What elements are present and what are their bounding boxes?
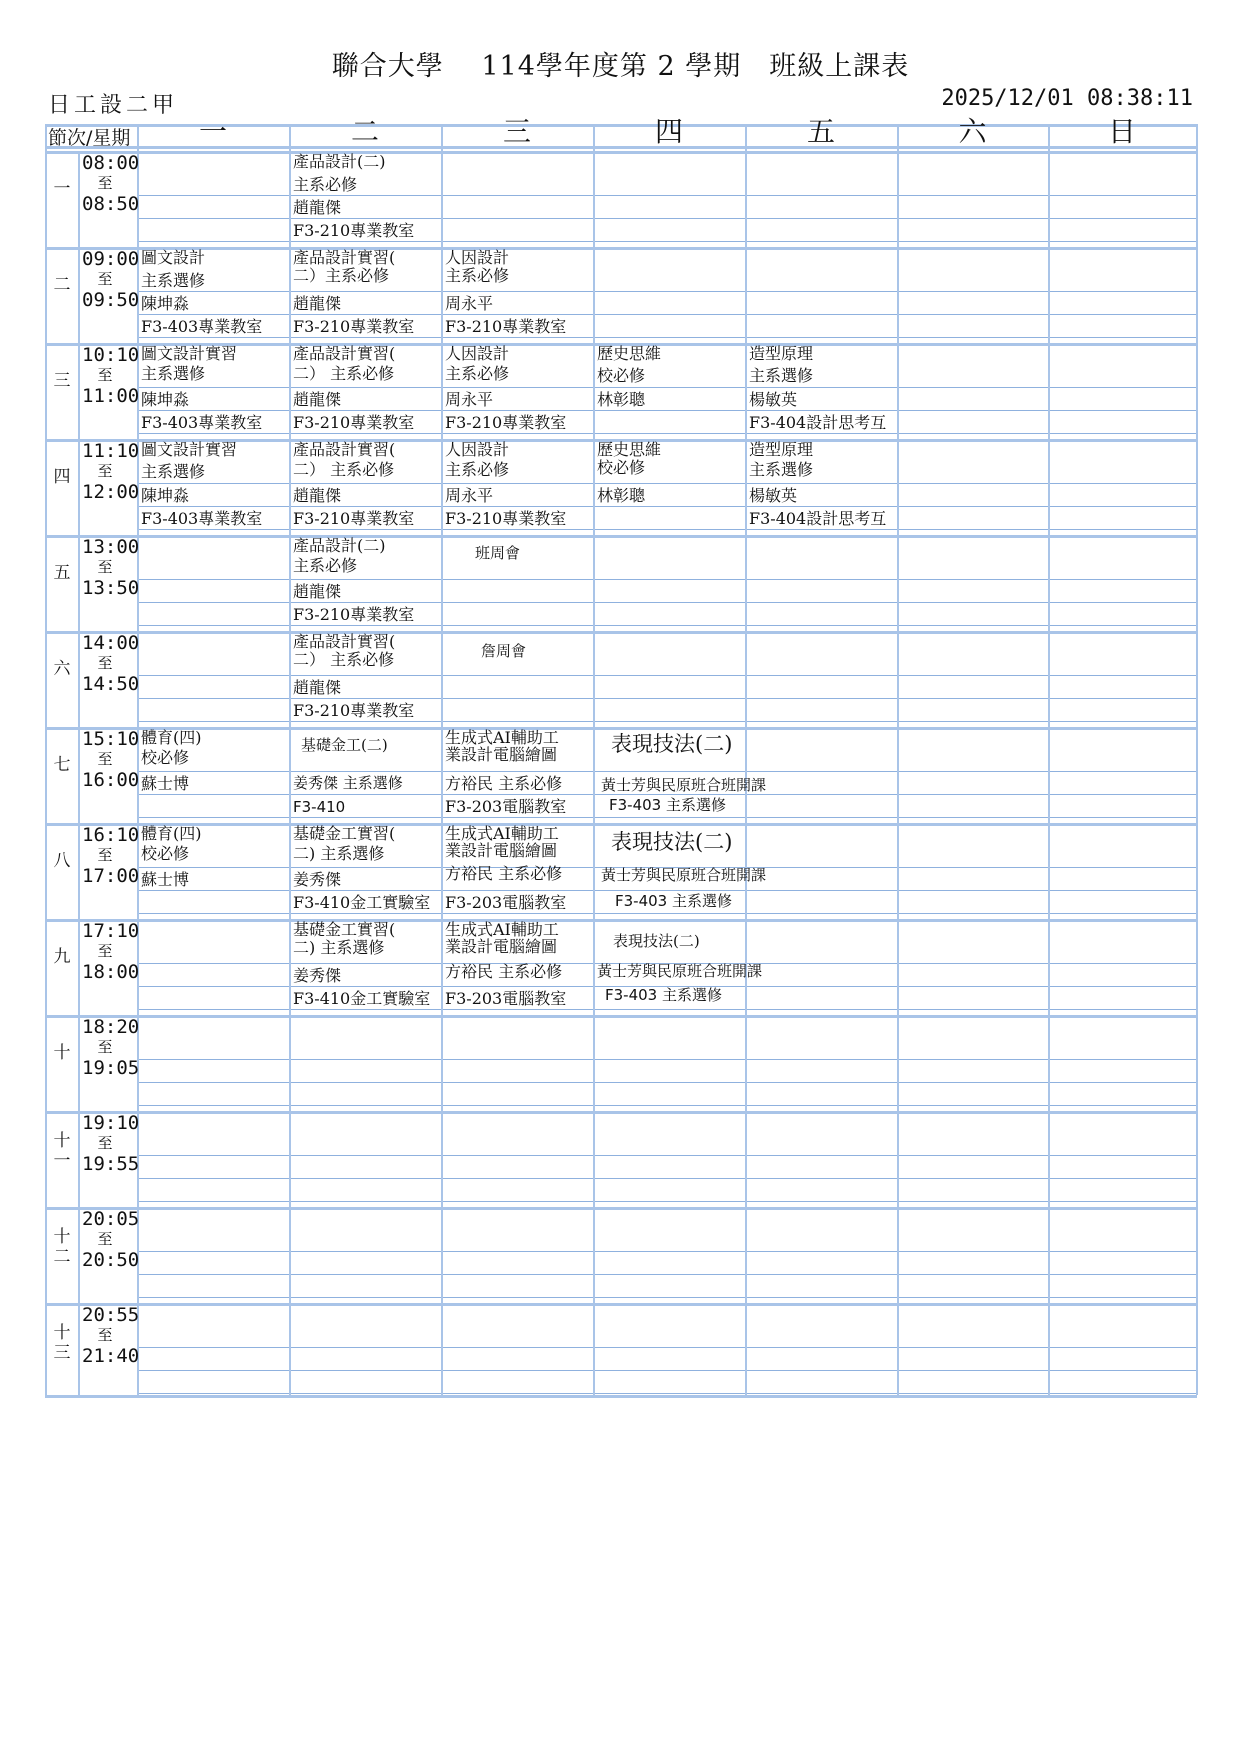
sub-row-line — [137, 314, 1197, 315]
course-cell-line: 主系必修 — [293, 175, 358, 194]
course-cell-line: 業設計電腦繪圖 — [445, 937, 558, 956]
sub-row-line — [137, 602, 1197, 603]
sub-row-line — [137, 483, 1197, 484]
period-name: 一 — [53, 1151, 71, 1171]
column-line — [897, 124, 899, 1395]
course-cell-line: F3-210專業教室 — [293, 605, 415, 624]
course-cell-line: F3-203電腦教室 — [445, 797, 567, 816]
period-start-time: 10:10 — [82, 344, 140, 366]
period-start-time: 18:20 — [82, 1016, 140, 1038]
period-start-time: 20:05 — [82, 1208, 140, 1230]
course-cell-line: F3-403專業教室 — [141, 509, 263, 528]
day-header-2: 二 — [350, 115, 379, 148]
course-cell-line: F3-210專業教室 — [293, 413, 415, 432]
period-end-time: 14:50 — [82, 673, 140, 695]
course-cell-line: 表現技法(二) — [611, 732, 733, 756]
period-start-time: 11:10 — [82, 440, 140, 462]
period-time-separator: 至 — [97, 942, 113, 960]
course-cell-line: F3-210專業教室 — [293, 221, 415, 240]
sub-row-line — [137, 698, 1197, 699]
period-start-time: 17:10 — [82, 920, 140, 942]
period-name: 十 — [53, 1131, 71, 1151]
course-cell-line: 詹周會 — [481, 642, 527, 660]
course-cell-line: 趙龍傑 — [293, 678, 342, 697]
sub-row-line — [137, 1059, 1197, 1060]
timetable-grid — [45, 115, 1197, 1406]
period-name: 四 — [53, 467, 71, 487]
period-time-separator: 至 — [97, 366, 113, 384]
period-top-line — [45, 535, 1197, 538]
course-cell-line: 產品設計(二) — [293, 536, 386, 555]
sub-row-line — [137, 1297, 1197, 1298]
course-cell-line: 基礎金工實習( — [293, 824, 396, 843]
course-cell-line: F3-210專業教室 — [445, 509, 567, 528]
period-name: 十 — [53, 1323, 71, 1343]
period-top-line — [45, 1111, 1197, 1114]
sub-row-line — [137, 433, 1197, 434]
period-start-time: 13:00 — [82, 536, 140, 558]
course-cell-line: 二) 主系選修 — [293, 844, 385, 863]
period-time-separator: 至 — [97, 1326, 113, 1344]
period-end-time: 21:40 — [82, 1345, 140, 1367]
course-cell-line: F3-210專業教室 — [293, 317, 415, 336]
period-top-line — [45, 823, 1197, 826]
course-cell-line: 主系必修 — [445, 266, 510, 285]
sub-row-line — [137, 218, 1197, 219]
course-cell-line: 人因設計 — [445, 440, 510, 459]
course-cell-line: 圖文設計 — [141, 248, 206, 267]
course-cell-line: F3-403專業教室 — [141, 317, 263, 336]
day-header-1: 一 — [198, 115, 227, 148]
course-cell-line: 人因設計 — [445, 248, 510, 267]
period-time-separator: 至 — [97, 270, 113, 288]
course-cell-line: 周永平 — [445, 486, 494, 505]
course-cell-line: 造型原理 — [749, 440, 814, 459]
course-cell-line: 楊敏英 — [749, 390, 798, 409]
course-cell-line: 二） 主系必修 — [293, 650, 395, 669]
sub-row-line — [137, 579, 1197, 580]
course-cell-line: 姜秀傑 — [293, 870, 342, 889]
period-time-separator: 至 — [97, 1038, 113, 1056]
sub-row-line — [137, 241, 1197, 242]
course-cell-line: 方裕民 主系必修 — [445, 962, 563, 981]
course-cell-line: 歷史思維 — [597, 440, 662, 459]
course-cell-line: 產品設計實習( — [293, 440, 396, 459]
course-cell-line: 林彰聰 — [597, 390, 646, 409]
period-time-separator: 至 — [97, 654, 113, 672]
period-time-separator: 至 — [97, 558, 113, 576]
day-header-3: 三 — [502, 115, 531, 148]
course-cell-line: 陳坤淼 — [141, 390, 190, 409]
course-cell-line: 主系選修 — [749, 366, 814, 385]
course-cell-line: 姜秀傑 主系選修 — [293, 774, 403, 792]
course-cell-line: 趙龍傑 — [293, 390, 342, 409]
day-header-4: 四 — [654, 115, 683, 148]
course-cell-line: 黃士芳與民原班合班開課 — [597, 962, 763, 980]
course-cell-line: 陳坤淼 — [141, 294, 190, 313]
sub-row-line — [137, 721, 1197, 722]
grid-border-bottom — [45, 1395, 1197, 1398]
period-name: 七 — [53, 755, 71, 775]
period-end-time: 20:50 — [82, 1249, 140, 1271]
sub-row-line — [137, 1178, 1197, 1179]
course-cell-line: F3-410金工實驗室 — [293, 989, 431, 1008]
course-cell-line: F3-410 — [293, 798, 346, 816]
course-cell-line: 班周會 — [475, 544, 521, 562]
period-top-line — [45, 1303, 1197, 1306]
course-cell-line: 產品設計實習( — [293, 344, 396, 363]
course-cell-line: 產品設計(二) — [293, 152, 386, 171]
course-cell-line: 校必修 — [597, 458, 646, 477]
course-cell-line: F3-410金工實驗室 — [293, 893, 431, 912]
day-header-7: 日 — [1107, 115, 1136, 148]
course-cell-line: 業設計電腦繪圖 — [445, 841, 558, 860]
period-name: 六 — [53, 659, 71, 679]
course-cell-line: 楊敏英 — [749, 486, 798, 505]
period-top-line — [45, 727, 1197, 730]
course-cell-line: F3-203電腦教室 — [445, 893, 567, 912]
sub-row-line — [137, 195, 1197, 196]
course-cell-line: 主系選修 — [141, 271, 206, 290]
sub-row-line — [137, 675, 1197, 676]
course-cell-line: 蘇士博 — [141, 870, 190, 889]
column-line — [593, 124, 595, 1395]
course-cell-line: 黃士芳與民原班合班開課 — [601, 866, 767, 884]
period-time-separator: 至 — [97, 462, 113, 480]
course-cell-line: F3-210專業教室 — [445, 413, 567, 432]
period-end-time: 12:00 — [82, 481, 140, 503]
course-cell-line: 體育(四) — [141, 824, 202, 843]
course-cell-line: 主系必修 — [293, 556, 358, 575]
course-cell-line: F3-403 主系選修 — [615, 892, 732, 910]
sub-row-line — [137, 890, 1197, 891]
course-cell-line: F3-403 主系選修 — [605, 986, 722, 1004]
period-start-time: 09:00 — [82, 248, 140, 270]
course-cell-line: 校必修 — [141, 844, 190, 863]
course-cell-line: 校必修 — [141, 748, 190, 767]
course-cell-line: F3-203電腦教室 — [445, 989, 567, 1008]
course-cell-line: 校必修 — [597, 366, 646, 385]
course-cell-line: 二） 主系必修 — [293, 364, 395, 383]
period-name: 十 — [53, 1043, 71, 1063]
period-name: 三 — [53, 371, 71, 391]
sub-row-line — [137, 817, 1197, 818]
sub-row-line — [137, 337, 1197, 338]
course-cell-line: 生成式AI輔助工 — [445, 920, 559, 939]
course-cell-line: 產品設計實習( — [293, 248, 396, 267]
course-cell-line: 姜秀傑 — [293, 966, 342, 985]
column-line — [745, 124, 747, 1395]
period-end-time: 18:00 — [82, 961, 140, 983]
period-end-time: 11:00 — [82, 385, 140, 407]
period-end-time: 13:50 — [82, 577, 140, 599]
course-cell-line: 陳坤淼 — [141, 486, 190, 505]
course-cell-line: 業設計電腦繪圖 — [445, 745, 558, 764]
sub-row-line — [137, 1251, 1197, 1252]
course-cell-line: 周永平 — [445, 294, 494, 313]
sub-row-line — [137, 1105, 1197, 1106]
period-top-line — [45, 151, 1197, 154]
period-end-time: 19:55 — [82, 1153, 140, 1175]
period-time-separator: 至 — [97, 1134, 113, 1152]
course-cell-line: F3-210專業教室 — [293, 701, 415, 720]
column-line — [137, 124, 139, 1395]
course-cell-line: 趙龍傑 — [293, 486, 342, 505]
course-cell-line: 生成式AI輔助工 — [445, 824, 559, 843]
course-cell-line: 趙龍傑 — [293, 198, 342, 217]
sub-row-line — [137, 1370, 1197, 1371]
course-cell-line: 主系選修 — [749, 460, 814, 479]
period-top-line — [45, 919, 1197, 922]
class-name: 日工設二甲 — [48, 93, 179, 118]
period-end-time: 19:05 — [82, 1057, 140, 1079]
sub-row-line — [137, 410, 1197, 411]
column-line — [45, 124, 47, 1395]
period-start-time: 20:55 — [82, 1304, 140, 1326]
course-cell-line: 圖文設計實習 — [141, 440, 238, 459]
period-end-time: 17:00 — [82, 865, 140, 887]
day-header-6: 六 — [958, 115, 987, 148]
period-start-time: 08:00 — [82, 152, 140, 174]
period-end-time: 16:00 — [82, 769, 140, 791]
period-time-separator: 至 — [97, 750, 113, 768]
course-cell-line: 方裕民 主系必修 — [445, 774, 563, 793]
course-cell-line: 主系必修 — [445, 460, 510, 479]
column-line — [441, 124, 443, 1395]
column-line — [1048, 124, 1050, 1395]
sub-row-line — [137, 529, 1197, 530]
sub-row-line — [137, 1393, 1197, 1394]
course-cell-line: F3-404設計思考互 — [749, 413, 887, 432]
course-cell-line: 林彰聰 — [597, 486, 646, 505]
column-line — [289, 124, 291, 1395]
course-cell-line: 表現技法(二) — [611, 830, 733, 854]
course-cell-line: 方裕民 主系必修 — [445, 864, 563, 883]
sub-row-line — [137, 291, 1197, 292]
sub-row-line — [137, 1347, 1197, 1348]
course-cell-line: 主系必修 — [445, 364, 510, 383]
course-cell-line: 主系選修 — [141, 462, 206, 481]
sub-row-line — [137, 1155, 1197, 1156]
period-start-time: 14:00 — [82, 632, 140, 654]
sub-row-line — [137, 506, 1197, 507]
sub-row-line — [137, 1009, 1197, 1010]
column-line — [1196, 124, 1198, 1395]
print-timestamp: 2025/12/01 08:38:11 — [941, 86, 1193, 111]
course-cell-line: F3-210專業教室 — [293, 509, 415, 528]
page-title: 聯合大學 114學年度第 2 學期 班級上課表 — [331, 51, 910, 82]
period-end-time: 09:50 — [82, 289, 140, 311]
course-cell-line: 圖文設計實習 — [141, 344, 238, 363]
period-name: 八 — [53, 851, 71, 871]
period-time-separator: 至 — [97, 1230, 113, 1248]
sub-row-line — [137, 1082, 1197, 1083]
period-name: 一 — [53, 179, 71, 199]
course-cell-line: 歷史思維 — [597, 344, 662, 363]
course-cell-line: 主系選修 — [141, 364, 206, 383]
course-cell-line: 二）主系必修 — [293, 266, 390, 285]
course-cell-line: 人因設計 — [445, 344, 510, 363]
period-name: 九 — [53, 947, 71, 967]
period-start-time: 16:10 — [82, 824, 140, 846]
period-name: 二 — [53, 275, 71, 295]
period-name: 二 — [53, 1247, 71, 1267]
course-cell-line: F3-404設計思考互 — [749, 509, 887, 528]
course-cell-line: F3-210專業教室 — [445, 317, 567, 336]
period-top-line — [45, 1207, 1197, 1210]
period-start-time: 15:10 — [82, 728, 140, 750]
course-cell-line: 二) 主系選修 — [293, 938, 385, 957]
course-cell-line: 生成式AI輔助工 — [445, 728, 559, 747]
course-cell-line: 趙龍傑 — [293, 294, 342, 313]
course-cell-line: 體育(四) — [141, 728, 202, 747]
sub-row-line — [137, 625, 1197, 626]
period-start-time: 19:10 — [82, 1112, 140, 1134]
course-cell-line: 趙龍傑 — [293, 582, 342, 601]
course-cell-line: 造型原理 — [749, 344, 814, 363]
course-cell-line: 黃士芳與民原班合班開課 — [601, 776, 767, 794]
column-line — [78, 151, 80, 1395]
sub-row-line — [137, 1201, 1197, 1202]
course-cell-line: 基礎金工實習( — [293, 920, 396, 939]
sub-row-line — [137, 913, 1197, 914]
course-cell-line: F3-403 主系選修 — [609, 796, 726, 814]
course-cell-line: 基礎金工(二) — [301, 736, 388, 754]
period-time-separator: 至 — [97, 846, 113, 864]
period-name: 三 — [53, 1343, 71, 1363]
course-cell-line: 蘇士博 — [141, 774, 190, 793]
period-name: 十 — [53, 1227, 71, 1247]
sub-row-line — [137, 794, 1197, 795]
course-cell-line: 產品設計實習( — [293, 632, 396, 651]
period-top-line — [45, 631, 1197, 634]
sub-row-line — [137, 771, 1197, 772]
sub-row-line — [137, 387, 1197, 388]
period-top-line — [45, 1015, 1197, 1018]
period-end-time: 08:50 — [82, 193, 140, 215]
period-time-separator: 至 — [97, 174, 113, 192]
course-cell-line: F3-403專業教室 — [141, 413, 263, 432]
period-top-line — [45, 247, 1197, 250]
course-cell-line: 表現技法(二) — [613, 932, 700, 950]
period-name: 五 — [53, 563, 71, 583]
sub-row-line — [137, 1274, 1197, 1275]
day-header-5: 五 — [806, 115, 835, 148]
corner-header: 節次/星期 — [48, 127, 131, 149]
course-cell-line: 周永平 — [445, 390, 494, 409]
course-cell-line: 二） 主系必修 — [293, 460, 395, 479]
